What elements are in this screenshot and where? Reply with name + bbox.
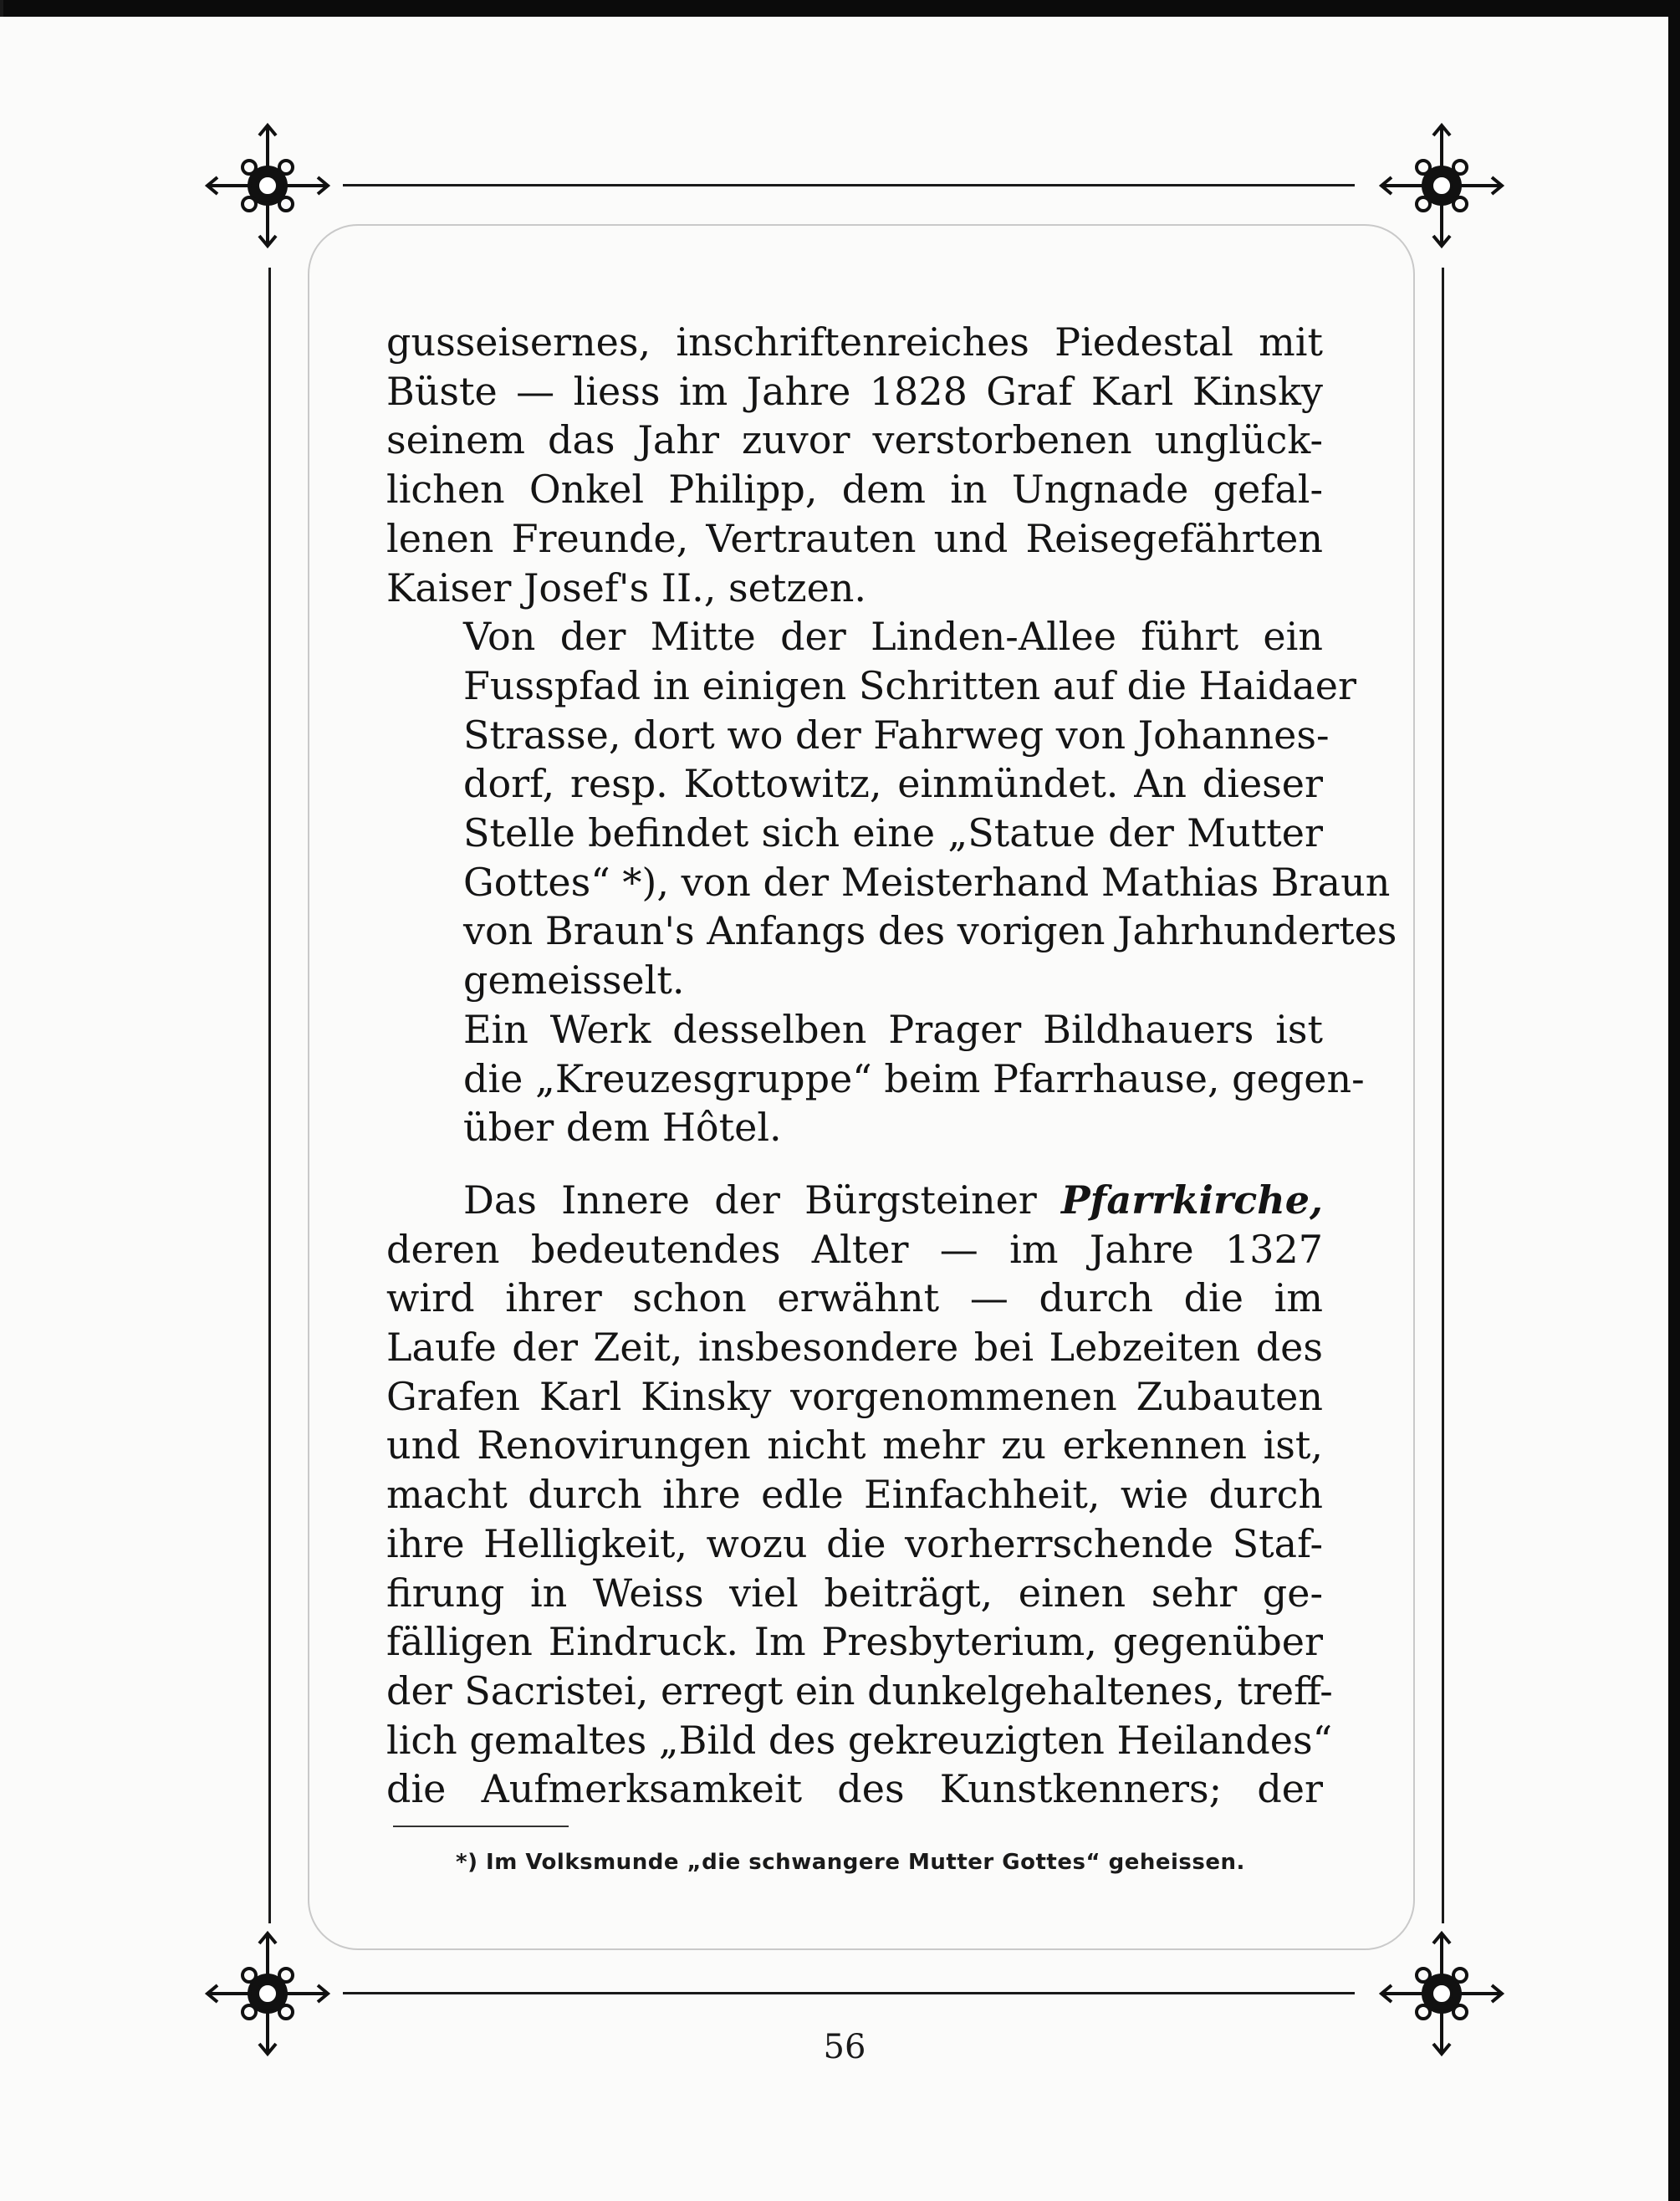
text-line: Laufe der Zeit, insbesondere bei Lebzeiten des bbox=[386, 1325, 1323, 1371]
text-line: dorf, resp. Kottowitz, einmündet. An dieser bbox=[463, 761, 1323, 807]
text-line: macht durch ihre edle Einfachheit, wie durch bbox=[386, 1472, 1323, 1518]
text-line: der Sacristei, erregt ein dunkelgehaltenes, treff- bbox=[386, 1667, 1333, 1713]
text-line: über dem Hôtel. bbox=[463, 1105, 782, 1151]
text-line: lich gemaltes „Bild des gekreuzigten Heilandes“ bbox=[386, 1717, 1333, 1763]
text-line: Kaiser Josef's II., setzen. bbox=[386, 564, 867, 610]
text-line: gemeisselt. bbox=[463, 958, 685, 1003]
text-line: die Aufmerksamkeit des Kunstkenners; der bbox=[386, 1766, 1323, 1812]
frame-line-left bbox=[268, 268, 271, 1923]
footnote-rule bbox=[393, 1826, 569, 1827]
text-line: die „Kreuzesgruppe“ beim Pfarrhause, gegen- bbox=[463, 1055, 1365, 1101]
text-line: Ein Werk desselben Prager Bildhauers ist bbox=[463, 1006, 1323, 1052]
text-line: Fusspfad in einigen Schritten auf die Haidaer bbox=[463, 662, 1356, 708]
ornamental-cross-icon bbox=[201, 119, 334, 253]
ornamental-cross-icon bbox=[1375, 119, 1509, 253]
text-line: deren bedeutendes Alter — im Jahre 1327 bbox=[386, 1226, 1323, 1272]
paragraph-1 bbox=[386, 318, 1323, 612]
frame-line-top bbox=[343, 184, 1355, 186]
book-page bbox=[0, 17, 1668, 2201]
text-line: Von der Mitte der Linden-Allee führt ein bbox=[463, 614, 1323, 660]
ornamental-cross-icon bbox=[1375, 1927, 1509, 2061]
text-line: Grafen Karl Kinsky vorgenommenen Zubauten bbox=[386, 1373, 1323, 1419]
page-number: 56 bbox=[823, 2028, 866, 2066]
text-line: Gottes“ *), von der Meisterhand Mathias Braun bbox=[463, 859, 1391, 905]
paragraph-gap bbox=[386, 1152, 1323, 1176]
text-line: fälligen Eindruck. Im Presbyterium, gegenüber bbox=[386, 1619, 1323, 1665]
text-line: ihre Helligkeit, wozu die vorherrschende Staf- bbox=[386, 1520, 1323, 1566]
text-line: Büste — liess im Jahre 1828 Graf Karl Kinsky bbox=[386, 368, 1323, 414]
text-line: und Renovirungen nicht mehr zu erkennen ist, bbox=[386, 1422, 1323, 1468]
emphasis-pfarrkirche: Pfarrkirche, bbox=[1061, 1177, 1323, 1223]
footnote: *) Im Volksmunde „die schwangere Mutter Gottes“ geheissen. bbox=[456, 1850, 1245, 1875]
paragraph-2 bbox=[386, 612, 1397, 1005]
frame-line-right bbox=[1442, 268, 1444, 1923]
text-fragment: Das Innere der Bürgsteiner bbox=[463, 1177, 1062, 1223]
text-line: gusseisernes, inschriftenreiches Piedestal mit bbox=[386, 319, 1323, 365]
paragraph-4 bbox=[386, 1176, 1333, 1814]
text-line: Strasse, dort wo der Fahrweg von Johannes- bbox=[463, 712, 1330, 758]
scan-border-top bbox=[0, 0, 1680, 17]
body-text bbox=[386, 318, 1397, 1814]
text-line: lenen Freunde, Vertrauten und Reisegefährten bbox=[386, 515, 1323, 561]
text-line: wird ihrer schon erwähnt — durch die im bbox=[386, 1275, 1323, 1321]
paragraph-3 bbox=[386, 1005, 1365, 1152]
text-line: lichen Onkel Philipp, dem in Ungnade gefal- bbox=[386, 467, 1323, 513]
text-line: Stelle befindet sich eine „Statue der Mutter bbox=[463, 810, 1323, 856]
text-line bbox=[386, 1176, 1323, 1225]
text-line: firung in Weiss viel beiträgt, einen sehr ge- bbox=[386, 1570, 1323, 1616]
text-line: seinem das Jahr zuvor verstorbenen unglück- bbox=[386, 417, 1323, 463]
scan-border-right bbox=[1668, 0, 1680, 2201]
ornamental-cross-icon bbox=[201, 1927, 334, 2061]
frame-line-bottom bbox=[343, 1992, 1355, 1994]
text-line: von Braun's Anfangs des vorigen Jahrhundertes bbox=[463, 908, 1397, 954]
